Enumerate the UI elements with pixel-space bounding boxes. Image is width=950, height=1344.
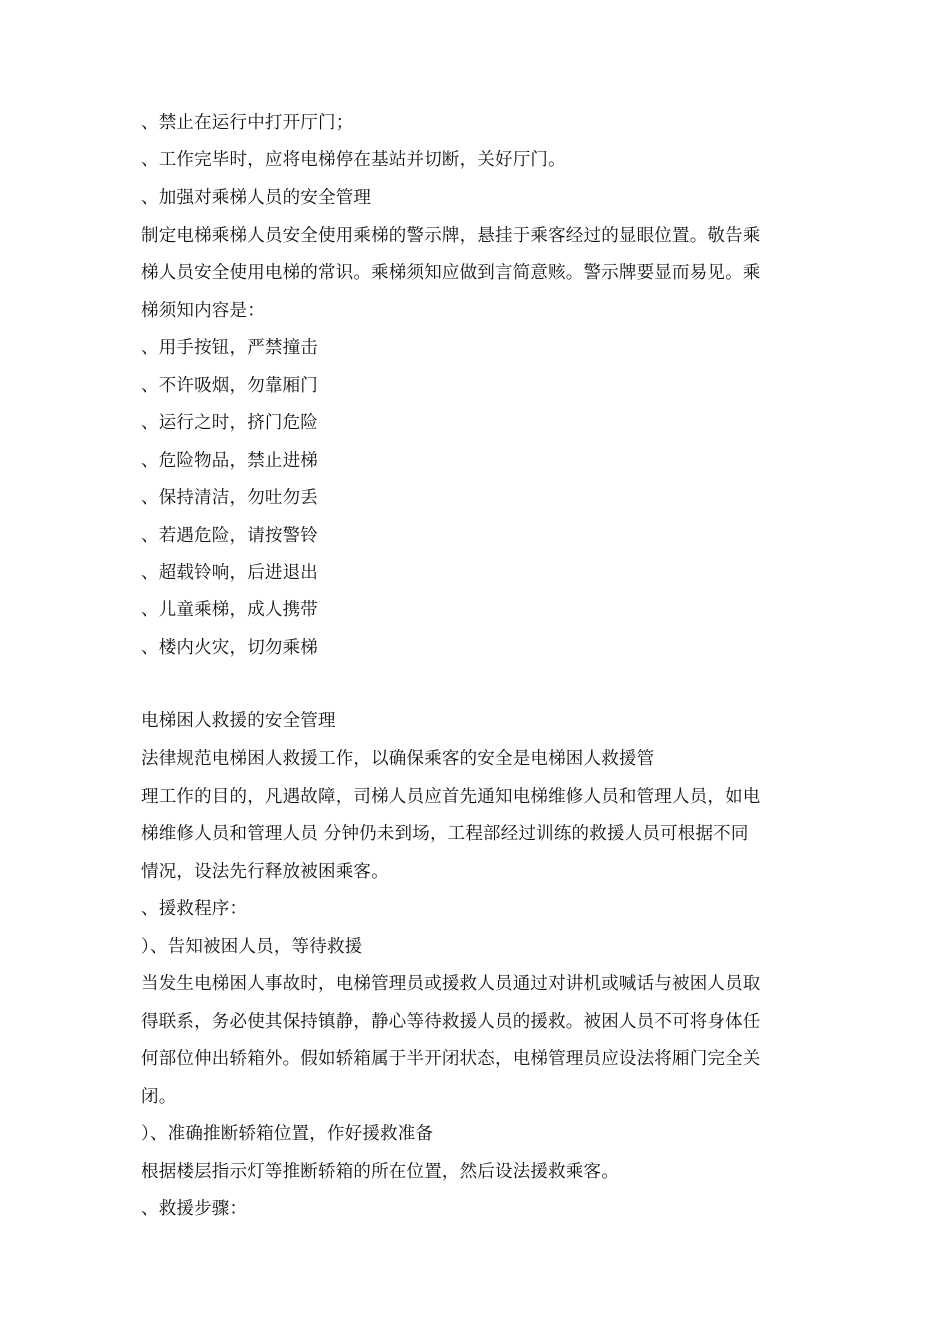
text-line: 得联系，务必使其保持镇静，静心等待救援人员的援救。被困人员不可将身体任 [141, 1012, 761, 1032]
text-line: 何部位伸出轿箱外。假如轿箱属于半开闭状态，电梯管理员应设法将厢门完全关 [141, 1049, 761, 1069]
text-line: ）、告知被困人员，等待救援 [141, 937, 363, 957]
text-line: 、救援步骤： [141, 1199, 248, 1219]
text-line: 、加强对乘梯人员的安全管理 [141, 188, 372, 208]
text-line: 、楼内火灾，切勿乘梯 [141, 638, 318, 658]
text-line: 、超载铃响，后进退出 [141, 563, 318, 583]
text-line: 闭。 [141, 1087, 177, 1107]
text-line: 制定电梯乘梯人员安全使用乘梯的警示牌，悬挂于乘客经过的显眼位置。敬告乘 [141, 226, 761, 246]
text-line: 、运行之时，挤门危险 [141, 413, 318, 433]
text-line: 、若遇危险，请按警铃 [141, 526, 318, 546]
text-line: 法律规范电梯困人救援工作，以确保乘客的安全是电梯困人救援管 [141, 749, 655, 769]
text-line: 、不许吸烟，勿靠厢门 [141, 376, 318, 396]
text-line: ）、准确推断轿箱位置，作好援救准备 [141, 1124, 434, 1144]
text-line: 梯维修人员和管理人员 分钟仍未到场，工程部经过训练的救援人员可根据不同 [141, 824, 749, 844]
section-heading: 电梯困人救援的安全管理 [141, 711, 336, 731]
text-line: 、禁止在运行中打开厅门； [141, 113, 354, 133]
text-line: 、危险物品，禁止进梯 [141, 451, 318, 471]
text-line: 梯人员安全使用电梯的常识。乘梯须知应做到言简意赅。警示牌要显而易见。乘 [141, 263, 761, 283]
text-line: 梯须知内容是： [141, 301, 265, 321]
text-line: 、保持清洁，勿吐勿丢 [141, 488, 318, 508]
text-line: 、工作完毕时，应将电梯停在基站并切断，关好厅门。 [141, 150, 566, 170]
text-line: 、儿童乘梯，成人携带 [141, 600, 318, 620]
text-line: 理工作的目的，凡遇故障，司梯人员应首先通知电梯维修人员和管理人员，如电 [141, 787, 761, 807]
text-line: 情况，设法先行释放被困乘客。 [141, 862, 389, 882]
text-line: 当发生电梯困人事故时，电梯管理员或援救人员通过对讲机或喊话与被困人员取 [141, 974, 761, 994]
text-line: 根据楼层指示灯等推断轿箱的所在位置，然后设法援救乘客。 [141, 1162, 619, 1182]
text-line: 、用手按钮，严禁撞击 [141, 338, 318, 358]
text-line: 、援救程序： [141, 899, 248, 919]
